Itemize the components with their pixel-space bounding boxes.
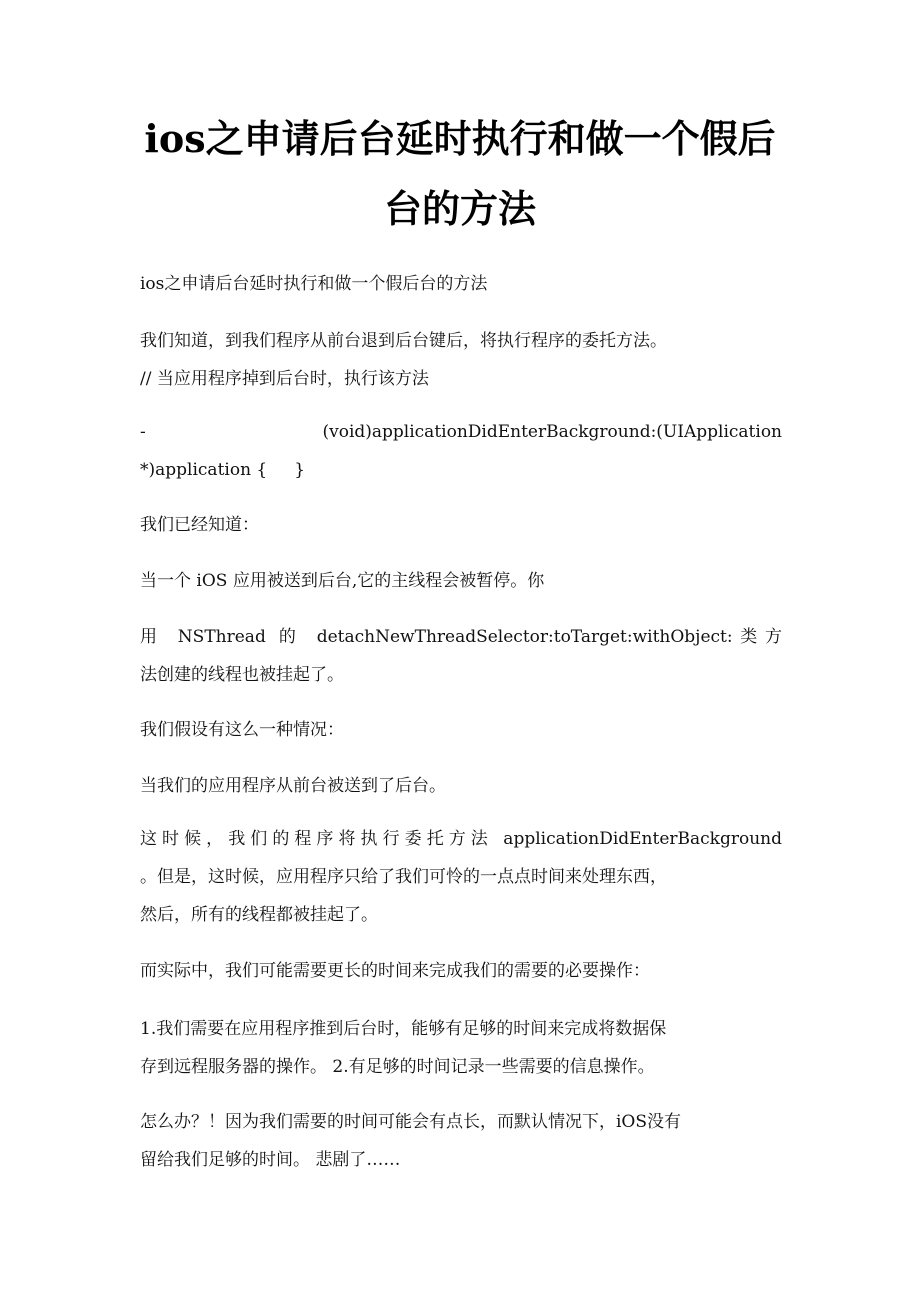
paragraph-nsthread [140, 618, 782, 694]
paragraph-sent-to-background: 当我们的应用程序从前台被送到了后台。 [140, 776, 446, 796]
paragraph-assumption: 我们假设有这么一种情况： [140, 720, 344, 740]
paragraph-need-more-time: 而实际中，我们可能需要更长的时间来完成我们的需要的必要操作： [140, 961, 650, 981]
paragraph-line: 。但是，这时候，应用程序只给了我们可怜的一点点时间来处理东西， [140, 867, 667, 887]
code-comment-line: // 当应用程序掉到后台时，执行该方法 [140, 369, 429, 389]
document-title [110, 104, 810, 244]
paragraph-line: 1.我们需要在应用程序推到后台时，能够有足够的时间来完成将数据保 [140, 1019, 667, 1039]
subtitle-paragraph: ios之申请后台延时执行和做一个假后台的方法 [140, 274, 488, 294]
code-line-2: *)application { } [140, 460, 306, 480]
paragraph-main-thread: 当一个 iOS 应用被送到后台,它的主线程会被暂停。你 [140, 571, 545, 591]
paragraph-known: 我们已经知道： [140, 515, 259, 535]
paragraph-line: 用 NSThread 的 detachNewThreadSelector:toTarget:withObject:类方 [140, 627, 782, 647]
code-method-signature: (void)applicationDidEnterBackground:(UIApplication [322, 422, 782, 442]
code-dash: - [140, 422, 146, 442]
paragraph-line: 我们知道，到我们程序从前台退到后台键后，将执行程序的委托方法。 [140, 331, 667, 351]
paragraph-line: 然后，所有的线程都被挂起了。 [140, 905, 378, 925]
paragraph-line: 存到远程服务器的操作。 2.有足够的时间记录一些需要的信息操作。 [140, 1057, 655, 1077]
title-line-2: 台的方法 [383, 186, 536, 231]
paragraph-line: 怎么办？！因为我们需要的时间可能会有点长，而默认情况下，iOS没有 [140, 1112, 682, 1132]
code-snippet [140, 413, 782, 489]
paragraph-what-to-do [140, 1103, 782, 1179]
paragraph-delegate-method [140, 820, 782, 934]
paragraph-line: 这时候，我们的程序将执行委托方法 applicationDidEnterBackground [140, 829, 782, 849]
paragraph-line: 留给我们足够的时间。 悲剧了…… [140, 1150, 401, 1170]
title-line-1: ios之申请后台延时执行和做一个假后 [144, 116, 776, 161]
paragraph-delegate-intro [140, 322, 782, 398]
paragraph-requirements [140, 1010, 782, 1086]
paragraph-line: 法创建的线程也被挂起了。 [140, 665, 344, 685]
code-line-1 [140, 413, 782, 451]
